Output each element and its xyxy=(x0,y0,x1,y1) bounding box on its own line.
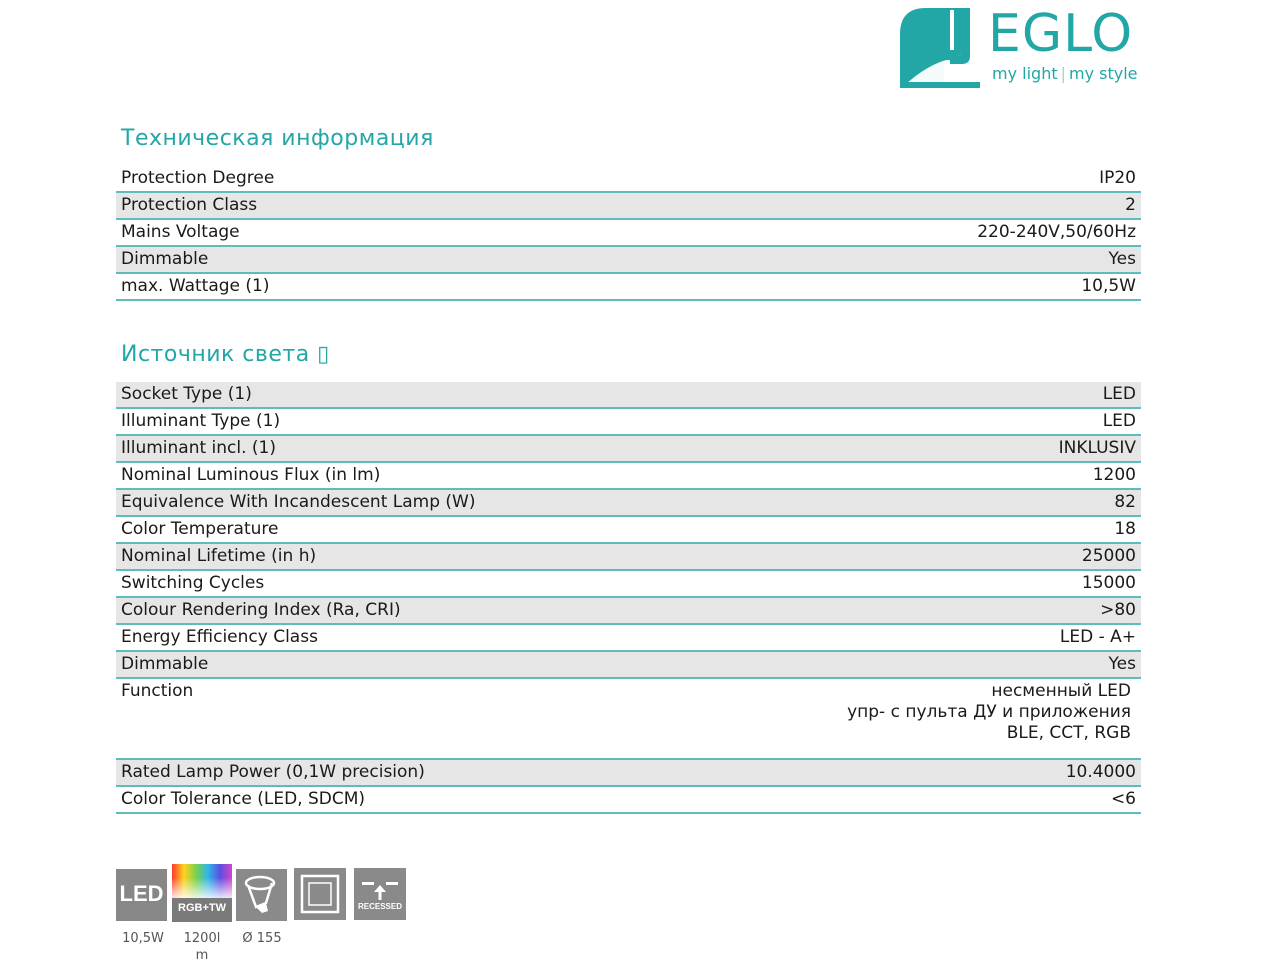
table-row xyxy=(116,220,1141,247)
table-row xyxy=(116,598,1141,625)
row-value: 10,5W xyxy=(1081,276,1136,296)
row-label: Color Tolerance (LED, SDCM) xyxy=(121,789,366,809)
row-label: max. Wattage (1) xyxy=(121,276,270,296)
row-label: Switching Cycles xyxy=(121,573,265,593)
light-source-title: Источник света ▯ xyxy=(121,342,330,367)
row-value: 1200 xyxy=(1092,465,1136,485)
technical-info-title: Техническая информация xyxy=(121,126,434,151)
row-label: Equivalence With Incandescent Lamp (W) xyxy=(121,492,476,512)
diameter-caption: Ø 155 xyxy=(242,931,282,946)
row-value: 18 xyxy=(1114,519,1136,539)
row-label: Illuminant Type (1) xyxy=(121,411,281,431)
table-row xyxy=(116,436,1141,463)
row-label: Nominal Luminous Flux (in lm) xyxy=(121,465,381,485)
row-value: INKLUSIV xyxy=(1058,438,1136,458)
row-value: >80 xyxy=(1100,600,1136,620)
row-label: Dimmable xyxy=(121,654,209,674)
row-label: Protection Class xyxy=(121,195,258,215)
brand-wordmark: EGLO xyxy=(988,4,1134,64)
table-row xyxy=(116,382,1141,409)
table-row xyxy=(116,463,1141,490)
technical-info-table xyxy=(116,166,1141,301)
recessed-icon xyxy=(354,868,406,920)
table-row xyxy=(116,544,1141,571)
row-label: Socket Type (1) xyxy=(121,384,252,404)
table-row xyxy=(116,787,1141,814)
row-value: LED - A+ xyxy=(1059,627,1136,647)
row-value: LED xyxy=(1102,411,1136,431)
rgb-tw-icon xyxy=(172,864,232,922)
row-value: Yes xyxy=(1108,654,1136,674)
function-line: несменный LED xyxy=(991,681,1131,701)
row-label: Mains Voltage xyxy=(121,222,240,242)
tagline-right: my style xyxy=(1069,64,1138,83)
tagline-separator: | xyxy=(1060,64,1066,83)
brand-tagline xyxy=(992,64,1138,83)
rgb-gradient xyxy=(172,864,232,898)
row-label: Color Temperature xyxy=(121,519,279,539)
row-value: IP20 xyxy=(1099,168,1136,188)
table-row xyxy=(116,571,1141,598)
led-icon xyxy=(116,869,167,921)
table-row xyxy=(116,193,1141,220)
spotlight-icon xyxy=(236,869,287,921)
row-value: 25000 xyxy=(1081,546,1136,566)
rgb-tw-icon-label: RGB+TW xyxy=(178,902,226,914)
table-row xyxy=(116,247,1141,274)
table-row xyxy=(116,517,1141,544)
row-value: LED xyxy=(1102,384,1136,404)
row-value: 82 xyxy=(1114,492,1136,512)
light-source-table xyxy=(116,382,1141,814)
table-row xyxy=(116,490,1141,517)
row-label: Nominal Lifetime (in h) xyxy=(121,546,317,566)
row-value: 10.4000 xyxy=(1065,762,1136,782)
row-value: 15000 xyxy=(1081,573,1136,593)
row-label: Rated Lamp Power (0,1W precision) xyxy=(121,762,425,782)
eglo-logo xyxy=(896,4,1146,88)
table-row xyxy=(116,274,1141,301)
eglo-logo-mark-icon xyxy=(896,4,982,88)
function-label: Function xyxy=(121,681,194,701)
function-line: BLE, CCT, RGB xyxy=(1006,723,1131,743)
function-values xyxy=(847,681,1131,744)
table-row xyxy=(116,166,1141,193)
table-row xyxy=(116,409,1141,436)
row-value: Yes xyxy=(1108,249,1136,269)
led-icon-label: LED xyxy=(119,881,164,906)
row-label: Protection Degree xyxy=(121,168,275,188)
flux-caption: 1200lm xyxy=(183,931,221,963)
row-value: <6 xyxy=(1110,789,1136,809)
table-row xyxy=(116,652,1141,679)
recessed-icon-label: RECESSED xyxy=(357,902,402,911)
row-label: Energy Efficiency Class xyxy=(121,627,318,647)
tagline-left: my light xyxy=(992,64,1058,83)
function-row xyxy=(116,679,1141,760)
row-value: 2 xyxy=(1125,195,1136,215)
square-shape-icon xyxy=(294,868,346,920)
wattage-caption: 10,5W xyxy=(122,931,164,946)
table-row xyxy=(116,625,1141,652)
function-line: упр- с пульта ДУ и приложения xyxy=(847,702,1131,722)
table-row xyxy=(116,760,1141,787)
row-label: Illuminant incl. (1) xyxy=(121,438,277,458)
row-label: Colour Rendering Index (Ra, CRI) xyxy=(121,600,401,620)
row-label: Dimmable xyxy=(121,249,209,269)
row-value: 220-240V,50/60Hz xyxy=(977,222,1136,242)
